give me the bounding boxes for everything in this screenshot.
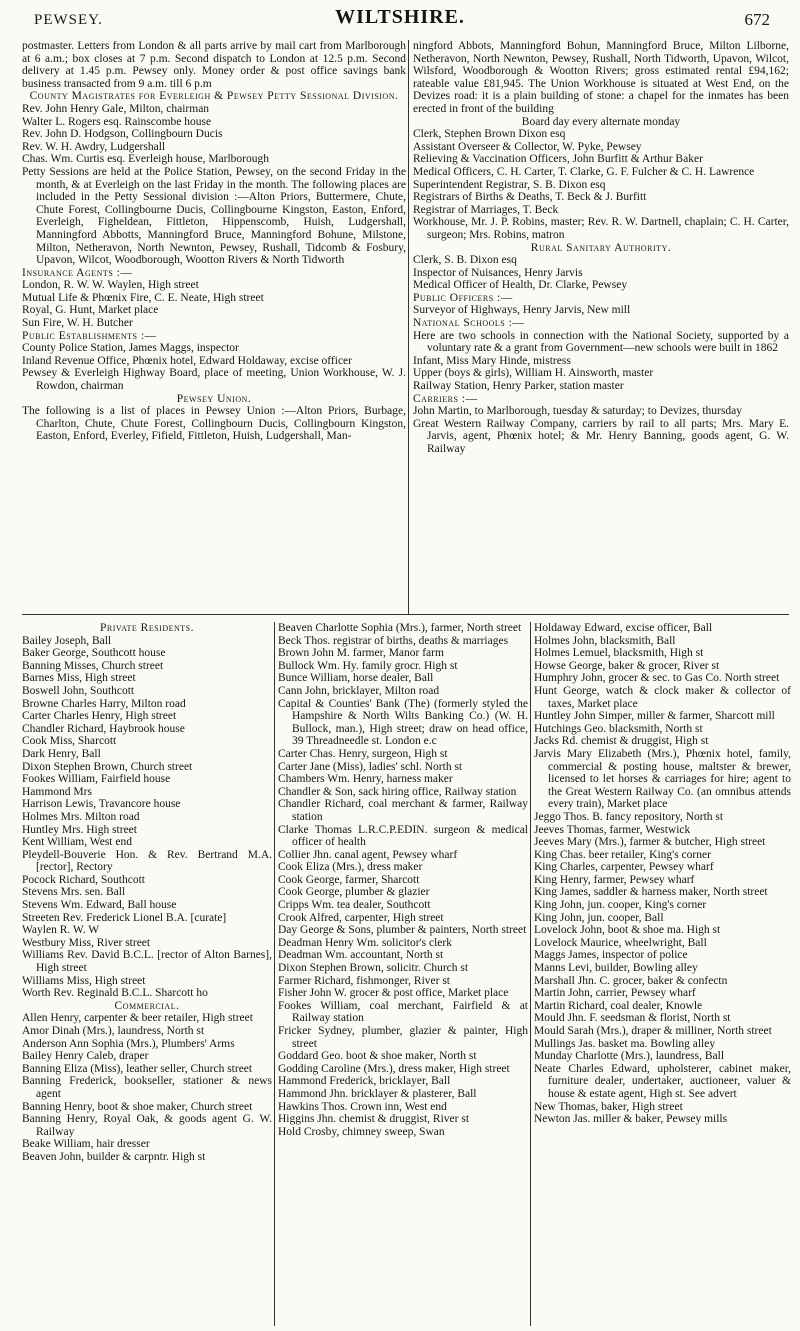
directory-entry: Jarvis Mary Elizabeth (Mrs.), Phœnix hotel, family, commercial & posting house, maltster & brewer, licensed to let horses & carriages for hire; agent to the Great Western Railway Co. (an omnibus attends every train), Market place — [534, 747, 791, 811]
residents-column-1 — [22, 622, 272, 1164]
residents-column-3 — [534, 622, 791, 1126]
directory-entry: Mullings Jas. basket ma. Bowling alley — [534, 1037, 716, 1050]
directory-entry: Waylen R. W. W — [22, 924, 100, 937]
directory-entry: Cann John, bricklayer, Milton road — [278, 684, 440, 697]
directory-entry: Clerk, S. B. Dixon esq — [413, 254, 517, 267]
directory-entry: Huntley John Simper, miller & farmer, Sharcott mill — [534, 710, 775, 723]
directory-entry: Goddard Geo. boot & shoe maker, North st — [278, 1050, 477, 1063]
directory-entry: Petty Sessions are held at the Police Station, Pewsey, on the second Friday in the month, & at Everleigh on the last Friday in the month. The following places are included in the Petty Sessional division :—Alton Priors, Buttermere, Chute, Chute Forest, Collingbourne Ducis, Collingbourne Kingston, Easton, Enford, Everleigh, Figheldean, Fittleton, Hippenscomb, Huish, Ludgershall, Manningford Abbotts, Manningford Bruce, Manningford Bohune, Milstone, Milton, Netheravon, North Newnton, Pewsey, Rushall, Tidcomb & Fosbury, Upavon, Wilcot, Woodborough, Wootton Rivers & North Tidworth — [22, 165, 406, 267]
directory-entry: Day George & Sons, plumber & painters, North street — [278, 924, 527, 937]
directory-entry: Fricker Sydney, plumber, glazier & painter, High street — [278, 1025, 528, 1050]
directory-entry: King Chas. beer retailer, King's corner — [534, 848, 711, 861]
directory-entry: Jacks Rd. chemist & druggist, High st — [534, 735, 709, 748]
directory-entry: Cook Eliza (Mrs.), dress maker — [278, 861, 423, 874]
directory-entry: King John, jun. cooper, King's corner — [534, 899, 707, 912]
directory-entry: Cook George, plumber & glazier — [278, 886, 430, 899]
directory-entry: King James, saddler & harness maker, North street — [534, 886, 768, 899]
directory-entry: King John, jun. cooper, Ball — [534, 911, 664, 924]
directory-entry: Chandler Richard, Haybrook house — [22, 722, 185, 735]
directory-entry: Railway Station, Henry Parker, station master — [413, 380, 624, 393]
directory-entry: Hunt George, watch & clock maker & collector of taxes, Market place — [534, 684, 791, 710]
directory-entry: Bullock Wm. Hy. family grocr. High st — [278, 659, 458, 672]
directory-entry: Private Residents. — [99, 622, 194, 634]
directory-entry: Rev. W. H. Awdry, Ludgershall — [22, 140, 166, 153]
directory-entry: Hammond Frederick, bricklayer, Ball — [278, 1075, 451, 1088]
directory-entry: Farmer Richard, fishmonger, River st — [278, 974, 451, 987]
directory-entry: Great Western Railway Company, carriers by rail to all parts; Mrs. Mary E. Jarvis, agent, Phœnix hotel; & Mr. Henry Banning, goods agent, G. W. Railway — [413, 417, 789, 455]
page-header — [20, 6, 780, 36]
directory-entry: Upper (boys & girls), William H. Ainsworth, master — [413, 367, 654, 380]
directory-entry: Fookes William, coal merchant, Fairfield & at Railway station — [278, 999, 528, 1025]
column-divider — [408, 40, 409, 614]
directory-entry: Mould Sarah (Mrs.), draper & milliner, North street — [534, 1025, 772, 1037]
directory-entry: The following is a list of places in Pewsey Union :—Alton Priors, Burbage, Charlton, Chute, Chute Forest, Collingbourn Ducis, Collingbourn Kingston, Easton, Enford, Everley, Fifield, Fittleton, Huish, Ludgershall, Man- — [22, 405, 406, 443]
directory-entry: Chandler Richard, coal merchant & farmer, Railway station — [278, 798, 528, 823]
directory-entry: Munday Charlotte (Mrs.), laundress, Ball — [534, 1050, 725, 1063]
directory-entry: Chandler & Son, sack hiring office, Railway station — [278, 785, 517, 798]
directory-entry: King Charles, carpenter, Pewsey wharf — [534, 861, 714, 874]
directory-entry: London, R. W. W. Waylen, High street — [22, 279, 199, 292]
directory-entry: Surveyor of Highways, Henry Jarvis, New mill — [413, 304, 631, 317]
directory-entry: Stevens Wm. Edward, Ball house — [22, 899, 177, 912]
directory-entry: Chambers Wm. Henry, harness maker — [278, 773, 453, 786]
directory-entry: Lovelock Maurice, wheelwright, Ball — [534, 936, 707, 949]
directory-entry: Baker George, Southcott house — [22, 647, 166, 660]
directory-entry: Capital & Counties' Bank (The) (formerly styled the Hampshire & North Wilts Banking Co.) (W. H. Bullock, man.), High street; draw on head office, 39 Threadneedle st. London e.c — [278, 697, 528, 748]
directory-entry: Browne Charles Harry, Milton road — [22, 697, 186, 710]
directory-entry: Holmes Mrs. Milton road — [22, 810, 140, 823]
page-number: 672 — [744, 10, 770, 29]
directory-entry: Manns Levi, builder, Bowling alley — [534, 962, 698, 975]
directory-entry: Cook Miss, Sharcott — [22, 735, 117, 748]
directory-entry: Carriers :— — [413, 392, 478, 405]
directory-entry: Mutual Life & Phœnix Fire, C. E. Neate, High street — [22, 291, 264, 304]
directory-entry: Bailey Joseph, Ball — [22, 634, 112, 647]
directory-entry: Inland Revenue Office, Phœnix hotel, Edward Holdaway, excise officer — [22, 354, 352, 367]
header-county: WILTSHIRE. — [335, 6, 465, 28]
directory-entry: Streeten Rev. Frederick Lionel B.A. [curate] — [22, 911, 227, 924]
directory-entry: Beaven John, builder & carpntr. High st — [22, 1150, 206, 1163]
directory-entry: Pocock Richard, Southcott — [22, 873, 145, 886]
directory-entry: National Schools :— — [413, 317, 525, 330]
directory-entry: Dixon Stephen Brown, solicitr. Church st — [278, 962, 469, 975]
directory-entry: Hammond Mrs — [22, 785, 92, 798]
directory-entry: Banning Eliza (Miss), leather seller, Church street — [22, 1062, 253, 1075]
directory-entry: Royal, G. Hunt, Market place — [22, 304, 159, 317]
directory-entry: Registrar of Marriages, T. Beck — [413, 203, 559, 216]
directory-entry: ningford Abbots, Manningford Bohun, Manningford Bruce, Milton Lilborne, Netheravon, North Newnton, Pewsey, Rushall, North Tidworth, Upavon, Wilcot, Wilsford, Woodborough & Wootton Rivers; gross estimated rental £94,162; rateable value £81,945. The Union Workhouse is situated at West End, on the Devizes road: it is a plain building of stone: a chapel for the inmates has been erected in front of the building — [413, 40, 789, 115]
directory-entry: Fookes William, Fairfield house — [22, 773, 171, 786]
directory-entry: Marshall Jhn. C. grocer, baker & confectn — [534, 974, 728, 987]
directory-entry: Crook Alfred, carpenter, High street — [278, 911, 444, 924]
directory-entry: Infant, Miss Mary Hinde, mistress — [413, 354, 571, 367]
directory-entry: Dixon Stephen Brown, Church street — [22, 760, 193, 773]
directory-entry: Lovelock John, boot & shoe ma. High st — [534, 924, 721, 937]
directory-entry: Public Establishments :— — [22, 329, 157, 342]
header-place: PEWSEY. — [34, 12, 103, 28]
directory-entry: Collier Jhn. canal agent, Pewsey wharf — [278, 848, 458, 861]
directory-entry: Hawkins Thos. Crown inn, West end — [278, 1100, 447, 1113]
directory-entry: Dark Henry, Ball — [22, 747, 101, 760]
directory-entry: New Thomas, baker, High street — [534, 1100, 683, 1113]
directory-entry: Insurance Agents :— — [22, 266, 133, 279]
directory-entry: Pewsey & Everleigh Highway Board, place of meeting, Union Workhouse, W. J. Rowdon, chairman — [22, 367, 406, 393]
directory-entry: Medical Officers, C. H. Carter, T. Clarke, G. F. Fulcher & C. H. Lawrence — [413, 165, 755, 178]
directory-entry: Pleydell-Bouverie Hon. & Rev. Bertrand M.A. [rector], Rectory — [22, 848, 272, 874]
directory-entry: Brown John M. farmer, Manor farm — [278, 647, 444, 660]
directory-entry: Allen Henry, carpenter & beer retailer, High street — [22, 1012, 253, 1025]
directory-entry: Godding Caroline (Mrs.), dress maker, High street — [278, 1062, 510, 1075]
directory-entry: John Martin, to Marlborough, tuesday & saturday; to Devizes, thursday — [413, 405, 742, 418]
residents-column-2 — [278, 622, 528, 1138]
directory-entry: Williams Miss, High street — [22, 974, 146, 987]
directory-entry: Relieving & Vaccination Officers, John Burfitt & Arthur Baker — [413, 153, 703, 166]
upper-right-column — [413, 40, 789, 456]
directory-entry: Superintendent Registrar, S. B. Dixon esq — [413, 178, 606, 191]
upper-left-column — [22, 40, 406, 443]
directory-entry: Banning Henry, Royal Oak, & goods agent G. W. Railway — [22, 1113, 272, 1138]
directory-entry: Medical Officer of Health, Dr. Clarke, Pewsey — [413, 279, 628, 292]
directory-entry: Higgins Jhn. chemist & druggist, River st — [278, 1113, 470, 1126]
directory-entry: Workhouse, Mr. J. P. Robins, master; Rev. R. W. Dartnell, chaplain; C. H. Carter, surgeon; Mrs. Robins, matron — [413, 216, 789, 241]
directory-entry: Sun Fire, W. H. Butcher — [22, 317, 133, 330]
directory-entry: Inspector of Nuisances, Henry Jarvis — [413, 266, 583, 279]
directory-entry: Beake William, hair dresser — [22, 1138, 150, 1151]
directory-entry: Carter Jane (Miss), ladies' schl. North st — [278, 760, 463, 773]
directory-entry: Walter L. Rogers esq. Rainscombe house — [22, 115, 212, 128]
directory-entry: Here are two schools in connection with the National Society, supported by a voluntary rate & a grant from Government—new schools were built in 1862 — [413, 329, 789, 355]
directory-entry: Banning Frederick, bookseller, stationer & news agent — [22, 1075, 272, 1100]
directory-entry: Hutchings Geo. blacksmith, North st — [534, 722, 703, 735]
directory-entry: Fisher John W. grocer & post office, Market place — [278, 987, 509, 1000]
directory-entry: Holmes Lemuel, blacksmith, High st — [534, 647, 704, 660]
directory-entry: Westbury Miss, River street — [22, 936, 151, 949]
directory-entry: Clarke Thomas L.R.C.P.EDIN. surgeon & medical officer of health — [278, 823, 528, 849]
directory-entry: Registrars of Births & Deaths, T. Beck & J. Burfitt — [413, 191, 647, 204]
directory-entry: Bailey Henry Caleb, draper — [22, 1050, 149, 1063]
directory-entry: Worth Rev. Reginald B.C.L. Sharcott ho — [22, 987, 208, 1000]
directory-entry: Mould Jhn. F. seedsman & florist, North st — [534, 1012, 731, 1025]
directory-entry: Howse George, baker & grocer, River st — [534, 659, 720, 672]
directory-entry: King Henry, farmer, Pewsey wharf — [534, 873, 695, 886]
directory-entry: Newton Jas. miller & baker, Pewsey mills — [534, 1113, 728, 1126]
directory-entry: Rural Sanitary Authority. — [530, 241, 672, 254]
directory-entry: Carter Chas. Henry, surgeon, High st — [278, 747, 448, 760]
directory-entry: Chas. Wm. Curtis esq. Everleigh house, Marlborough — [22, 153, 270, 166]
directory-entry: Williams Rev. David B.C.L. [rector of Alton Barnes], High street — [22, 949, 272, 975]
directory-entry: Deadman Henry Wm. solicitor's clerk — [278, 936, 452, 949]
directory-entry: Boswell John, Southcott — [22, 684, 135, 697]
directory-entry: Jeeves Thomas, farmer, Westwick — [534, 823, 691, 836]
directory-entry: Jeeves Mary (Mrs.), farmer & butcher, High street — [534, 836, 766, 849]
directory-entry: Humphry John, grocer & sec. to Gas Co. North street — [534, 672, 780, 685]
directory-entry: Rev. John D. Hodgson, Collingbourn Ducis — [22, 128, 223, 141]
directory-entry: Public Officers :— — [413, 291, 513, 304]
directory-entry: Commercial. — [114, 999, 180, 1012]
directory-entry: Barnes Miss, High street — [22, 672, 136, 685]
directory-entry: Assistant Overseer & Collector, W. Pyke, Pewsey — [413, 140, 642, 153]
directory-entry: Neate Charles Edward, upholsterer, cabinet maker, furniture dealer, undertaker, auctioneer, valuer & house & estate agent, High st. See advert — [534, 1062, 791, 1100]
directory-entry: Clerk, Stephen Brown Dixon esq — [413, 128, 566, 141]
directory-entry: Rev. John Henry Gale, Milton, chairman — [22, 102, 210, 115]
directory-entry: Holmes John, blacksmith, Ball — [534, 634, 676, 647]
directory-entry: Holdaway Edward, excise officer, Ball — [534, 622, 713, 634]
directory-entry: Beck Thos. registrar of births, deaths & marriages — [278, 634, 509, 647]
directory-entry: Beaven Charlotte Sophia (Mrs.), farmer, North street — [278, 622, 522, 634]
directory-entry: Banning Misses, Church street — [22, 659, 164, 672]
directory-entry: Pewsey Union. — [176, 392, 252, 405]
directory-entry: County Police Station, James Maggs, inspector — [22, 342, 239, 355]
directory-entry: Maggs James, inspector of police — [534, 949, 688, 962]
directory-entry: Bunce William, horse dealer, Ball — [278, 672, 434, 685]
directory-entry: Deadman Wm. accountant, North st — [278, 949, 444, 962]
directory-entry: Hammond Jhn. bricklayer & plasterer, Ball — [278, 1087, 477, 1100]
directory-entry: Cripps Wm. tea dealer, Southcott — [278, 899, 431, 912]
directory-entry: Jeggo Thos. B. fancy repository, North st — [534, 810, 724, 823]
directory-entry: County Magistrates for Everleigh & Pewsey Petty Sessional Division. — [29, 90, 399, 103]
directory-entry: Kent William, West end — [22, 836, 132, 849]
directory-entry: Martin Richard, coal dealer, Knowle — [534, 999, 703, 1012]
directory-entry: Hold Crosby, chimney sweep, Swan — [278, 1125, 445, 1138]
directory-entry: postmaster. Letters from London & all parts arrive by mail cart from Marlborough at 6 a.m.; box closes at 7 p.m. Second dispatch to London at 12.5 p.m. Second delivery at 1.45 p.m. Pewsey only. Money order & post office savings bank business transacted from 9 a.m. till 6 p.m — [22, 40, 406, 90]
directory-entry: Anderson Ann Sophia (Mrs.), Plumbers' Arms — [22, 1037, 235, 1050]
section-divider — [22, 614, 789, 615]
directory-entry: Cook George, farmer, Sharcott — [278, 873, 420, 886]
directory-entry: Carter Charles Henry, High street — [22, 710, 177, 723]
directory-entry: Banning Henry, boot & shoe maker, Church street — [22, 1100, 253, 1113]
directory-entry: Harrison Lewis, Travancore house — [22, 798, 181, 811]
directory-entry: Huntley Mrs. High street — [22, 823, 137, 836]
directory-entry: Amor Dinah (Mrs.), laundress, North st — [22, 1025, 205, 1037]
directory-entry: Martin John, carrier, Pewsey wharf — [534, 987, 696, 1000]
directory-entry: Board day every alternate monday — [521, 115, 681, 128]
column-divider — [274, 622, 275, 1326]
column-divider — [530, 622, 531, 1326]
directory-entry: Stevens Mrs. sen. Ball — [22, 886, 126, 899]
